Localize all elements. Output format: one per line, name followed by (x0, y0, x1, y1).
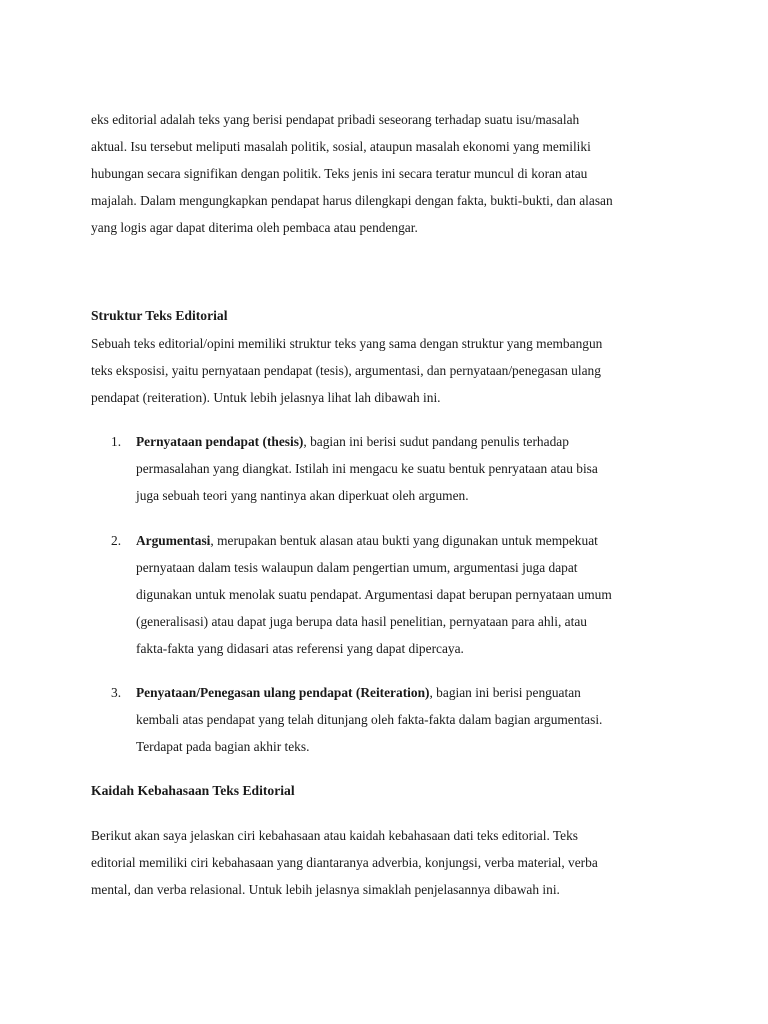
list-number: 2. (111, 533, 122, 548)
section-heading-struktur: Struktur Teks Editorial (91, 308, 228, 323)
intro-line: eks editorial adalah teks yang berisi pendapat pribadi seseorang terhadap suatu isu/masalah (91, 112, 580, 127)
list-item-body (136, 527, 612, 662)
intro-line: aktual. Isu tersebut meliputi masalah politik, sosial, ataupun masalah ekonomi yang memiliki (91, 139, 591, 154)
list-number: 1. (111, 434, 122, 449)
list-item-first-line (136, 679, 602, 706)
list-item-line: (generalisasi) atau dapat juga berupa data hasil penelitian, pernyataan para ahli, atau (136, 614, 587, 629)
list-item-first-line (136, 428, 598, 455)
list-item-body (136, 679, 602, 760)
struktur-line: Sebuah teks editorial/opini memiliki struktur teks yang sama dengan struktur yang membangun (91, 336, 603, 351)
list-item-line: Terdapat pada bagian akhir teks. (136, 739, 310, 754)
struktur-line: teks eksposisi, yaitu pernyataan pendapat (tesis), argumentasi, dan pernyataan/penegasan ulang (91, 363, 601, 378)
list-item-term: Pernyataan pendapat (thesis) (136, 434, 304, 449)
list-item-line: digunakan untuk menolak suatu pendapat. Argumentasi dapat berupan pernyataan umum (136, 587, 612, 602)
intro-line: hubungan secara signifikan dengan politik. Teks jenis ini secara teratur muncul di koran atau (91, 166, 588, 181)
list-item-term: Argumentasi (136, 533, 211, 548)
struktur-paragraph (91, 330, 691, 411)
section-heading-kaidah: Kaidah Kebahasaan Teks Editorial (91, 783, 295, 798)
kaidah-line: editorial memiliki ciri kebahasaan yang diantaranya adverbia, konjungsi, verba material, verba (91, 855, 598, 870)
list-item-text: , merupakan bentuk alasan atau bukti yang digunakan untuk mempekuat (210, 533, 598, 548)
kaidah-paragraph (91, 822, 691, 903)
struktur-line: pendapat (reiteration). Untuk lebih jelasnya lihat lah dibawah ini. (91, 390, 441, 405)
list-number: 3. (111, 685, 122, 700)
intro-line: yang logis agar dapat diterima oleh pembaca atau pendengar. (91, 220, 418, 235)
intro-paragraph (91, 106, 691, 241)
kaidah-line: mental, dan verba relasional. Untuk lebih jelasnya simaklah penjelasannya dibawah ini. (91, 882, 560, 897)
list-item-first-line (136, 527, 612, 554)
list-item-line: juga sebuah teori yang nantinya akan diperkuat oleh argumen. (136, 488, 469, 503)
intro-line: majalah. Dalam mengungkapkan pendapat harus dilengkapi dengan fakta, bukti-bukti, dan alasan (91, 193, 613, 208)
kaidah-line: Berikut akan saya jelaskan ciri kebahasaan atau kaidah kebahasaan dati teks editorial. Teks (91, 828, 579, 843)
list-item-line: kembali atas pendapat yang telah ditunjang oleh fakta-fakta dalam bagian argumentasi. (136, 712, 603, 727)
list-item-text: , bagian ini berisi sudut pandang penulis terhadap (303, 434, 569, 449)
list-item-line: fakta-fakta yang didasari atas referensi yang dapat dipercaya. (136, 641, 464, 656)
list-item-term: Penyataan/Penegasan ulang pendapat (Reiteration) (136, 685, 430, 700)
list-item-text: , bagian ini berisi penguatan (429, 685, 581, 700)
list-item-line: pernyataan dalam tesis walaupun dalam pengertian umum, argumentasi juga dapat (136, 560, 578, 575)
list-item-line: permasalahan yang diangkat. Istilah ini mengacu ke suatu bentuk penryataan atau bisa (136, 461, 598, 476)
list-item-body (136, 428, 598, 509)
